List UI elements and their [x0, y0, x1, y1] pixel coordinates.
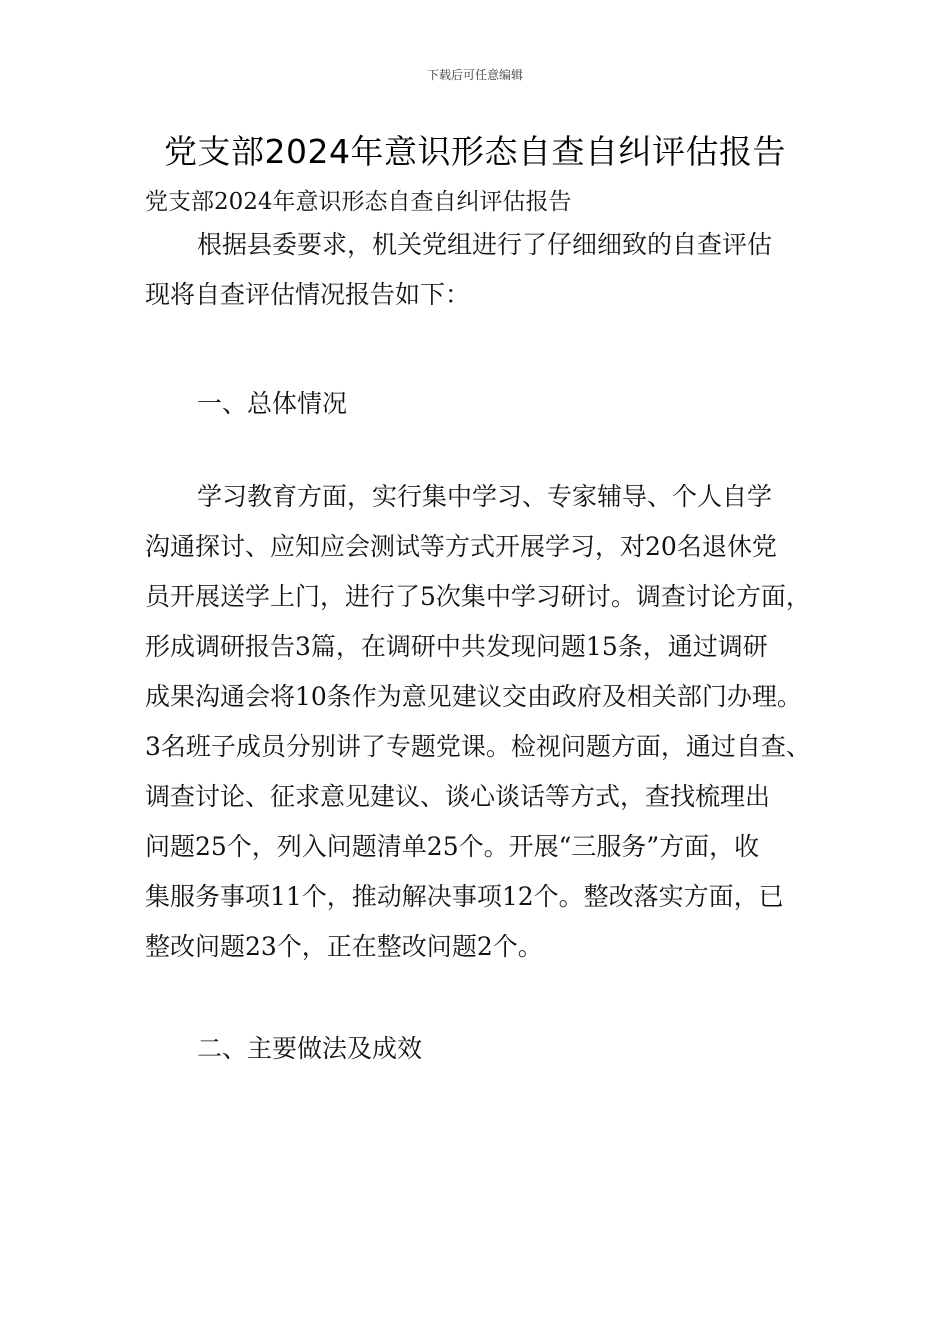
document-subtitle: 党支部2024年意识形态自查自纠评估报告 — [145, 189, 572, 215]
paragraph-line: 问题25个，列入问题清单25个。开展“三服务”方面，收 — [145, 832, 760, 861]
overview-paragraph — [145, 472, 825, 972]
document-title: 党支部2024年意识形态自查自纠评估报告 — [164, 132, 786, 171]
paragraph-line: 沟通探讨、应知应会测试等方式开展学习，对20名退休党 — [145, 532, 777, 561]
page-header-note: 下载后可任意编辑 — [426, 68, 523, 82]
paragraph-line: 3名班子成员分别讲了专题党课。检视问题方面，通过自查、 — [145, 732, 811, 761]
section-heading-measures: 二、主要做法及成效 — [197, 1034, 423, 1063]
paragraph-line: 形成调研报告3篇，在调研中共发现问题15条，通过调研 — [145, 632, 768, 661]
paragraph-line: 集服务事项11个，推动解决事项12个。整改落实方面，已 — [145, 882, 784, 911]
section-heading-overview: 一、总体情况 — [197, 389, 348, 418]
paragraph-line: 成果沟通会将10条作为意见建议交由政府及相关部门办理。 — [145, 682, 802, 711]
paragraph-line: 学习教育方面，实行集中学习、专家辅导、个人自学 — [197, 482, 773, 511]
paragraph-line: 现将自查评估情况报告如下： — [145, 280, 471, 309]
paragraph-line: 调查讨论、征求意见建议、谈心谈话等方式，查找梳理出 — [145, 782, 771, 811]
intro-paragraph — [145, 220, 825, 320]
paragraph-line: 根据县委要求，机关党组进行了仔细细致的自查评估 — [197, 230, 773, 259]
paragraph-line: 整改问题23个，正在整改问题2个。 — [145, 932, 543, 961]
paragraph-line: 员开展送学上门，进行了5次集中学习研讨。调查讨论方面， — [145, 582, 811, 611]
